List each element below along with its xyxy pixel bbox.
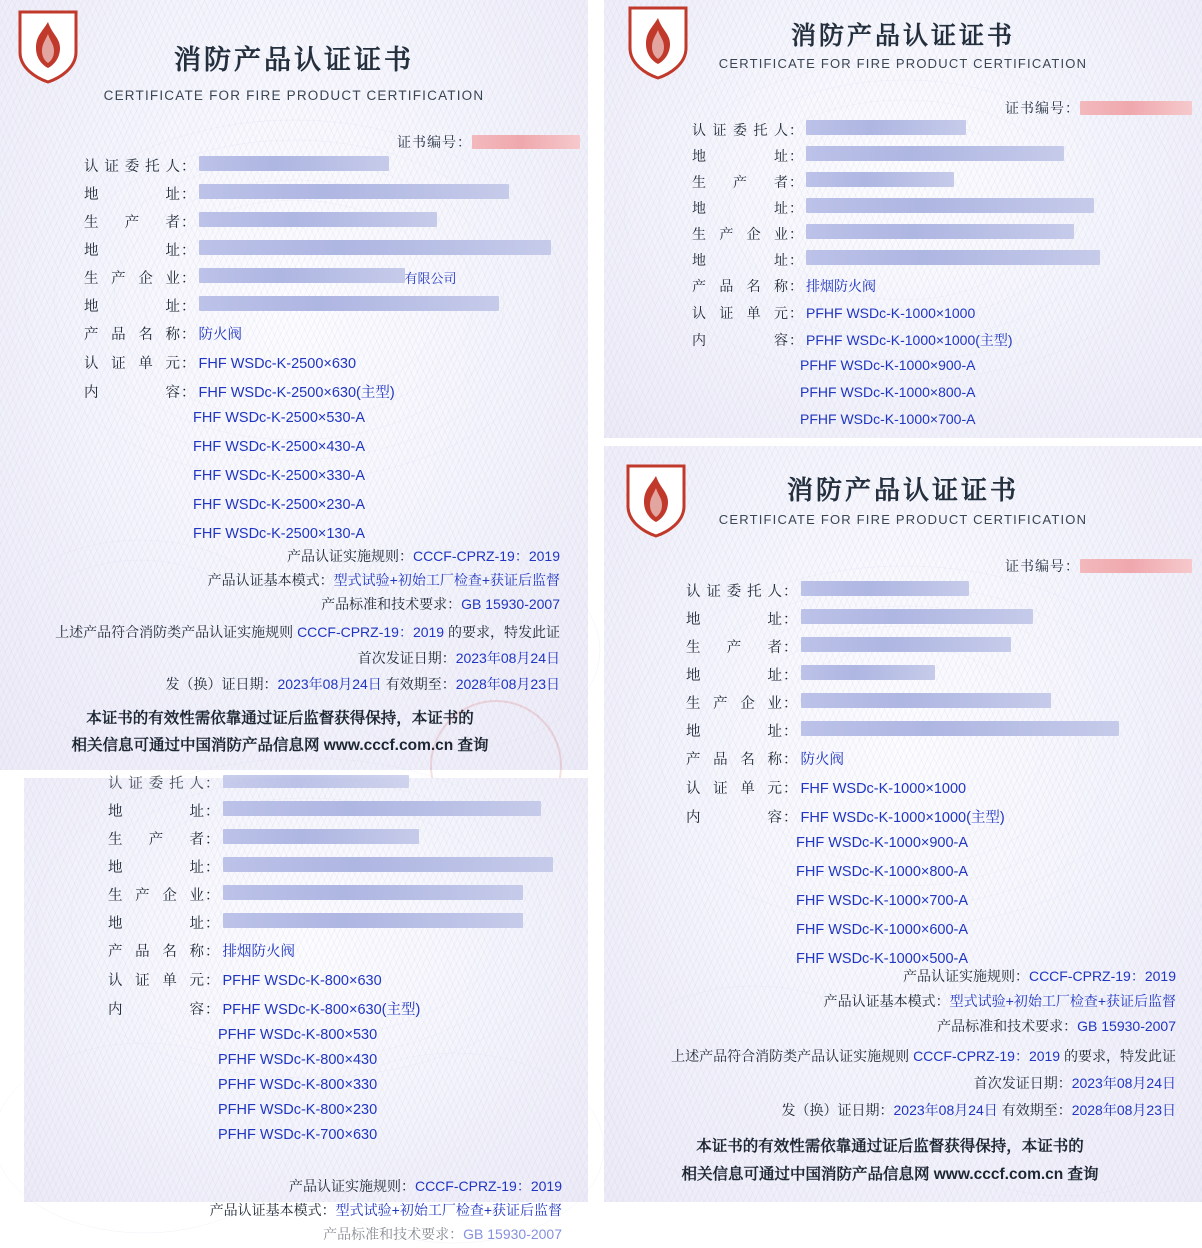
certificate-top-right [604,0,1202,438]
sub-model-item: FHF WSDc-K-1000×700-A [796,893,969,909]
field-colon: ： [205,776,220,792]
sub-model-item: PFHF WSDc-K-700×630 [218,1127,378,1143]
field-label: 内容 [686,810,782,826]
page-subtitle: CERTIFICATE FOR FIRE PRODUCT CERTIFICATION [718,56,1088,71]
field-label: 内容 [692,332,788,348]
field-row-cert-unit [686,777,1196,806]
field-row [686,636,1196,664]
field-value-redacted [806,198,1094,213]
footer-url[interactable]: www.cccf.com.cn [323,737,454,754]
field-value: 有限公司 [404,271,457,286]
field-colon: ： [783,612,798,628]
field-row [692,146,1192,172]
field-colon: ： [181,356,196,372]
rule-label: 产品认证实施规则 [902,968,1015,984]
field-row [692,198,1192,224]
issue-label: 发（换）证日期： [165,676,278,692]
field-row [84,211,584,239]
rule-label: 产品认证实施规则 [286,548,399,564]
issue-label: 发（换）证日期： [781,1102,894,1118]
field-colon: ： [783,752,798,768]
sub-model-item: PFHF WSDc-K-800×530 [218,1027,378,1043]
field-value: 防火阀 [800,752,844,768]
mode-label: 产品认证基本模式 [823,993,936,1009]
field-value: PFHF WSDc-K-1000×1000(主型) [806,332,1013,348]
standard-value: GB 15930-2007 [1077,1018,1176,1034]
sub-model-item: FHF WSDc-K-2500×530-A [193,410,366,426]
first-issue-label: 首次发证日期： [357,650,456,666]
field-row-cert-unit [108,969,588,998]
certificate-number-row [0,132,580,152]
field-row [84,155,584,183]
field-row [108,912,588,940]
field-row-contents [84,381,584,410]
field-row [108,884,588,912]
field-value-redacted [199,184,509,199]
page-subtitle: CERTIFICATE FOR FIRE PRODUCT CERTIFICATION [103,88,485,103]
field-colon: ： [789,200,803,216]
field-row [108,772,588,800]
page-subtitle: CERTIFICATE FOR FIRE PRODUCT CERTIFICATION [718,512,1088,527]
field-value-redacted [223,857,553,872]
rule-row: 产品认证实施规则：CCCF-CPRZ-19：2019 [288,1178,562,1194]
field-label: 认证单元 [108,973,204,989]
field-colon: ： [181,385,196,401]
field-row [84,239,584,267]
field-label: 生产者 [686,640,782,656]
field-value-redacted [801,637,1011,652]
certificate-number-value [1080,101,1192,115]
page-title: 消防产品认证证书 [790,23,1015,50]
sub-model-item: FHF WSDc-K-2500×430-A [193,439,366,455]
field-label: 内容 [84,385,180,401]
sub-model-item: FHF WSDc-K-1000×800-A [796,864,969,880]
field-row [686,580,1196,608]
certificate-number-label: 证书编号： [1005,100,1080,116]
field-row [108,800,588,828]
sub-model-item: PFHF WSDc-K-1000×700-A [800,411,976,427]
field-label: 生产企业 [84,271,180,287]
sub-model-item: FHF WSDc-K-1000×600-A [796,922,969,938]
field-value-redacted [801,665,935,680]
field-value-redacted [806,172,954,187]
field-value-redacted [199,268,405,283]
sub-model-item: FHF WSDc-K-2500×230-A [193,497,366,513]
rule-row: 产品认证实施规则：CCCF-CPRZ-19：2019 [902,968,1176,984]
field-value-redacted [223,913,523,928]
statement-rule: CCCF-CPRZ-19：2019 [913,1048,1061,1064]
field-label: 内容 [108,1002,204,1018]
first-issue-row [0,648,560,674]
footer-prefix: 相关信息可通过中国消防产品信息网 [71,737,324,754]
field-row [692,172,1192,198]
field-colon: ： [783,810,798,826]
field-label: 产品名称 [686,752,782,768]
field-label: 认证委托人 [692,122,788,138]
sub-model-item: FHF WSDc-K-2500×130-A [193,526,366,542]
mode-label: 产品认证基本模式 [209,1202,322,1218]
sub-model-item: PFHF WSDc-K-800×430 [218,1052,378,1068]
field-value: FHF WSDc-K-2500×630 [198,356,357,372]
mode-row: 产品认证基本模式：型式试验+初始工厂检查+获证后监督 [823,993,1176,1009]
field-colon: ： [181,299,196,315]
field-value: PFHF WSDc-K-800×630(主型) [222,1002,421,1018]
issue-value: 2023年08月24日 [277,676,382,692]
certificate-number-label: 证书编号： [397,134,472,150]
field-value-redacted [199,240,551,255]
statement-post: 的要求，特发此证 [1064,1048,1176,1064]
field-colon: ： [181,327,196,343]
field-label: 生产企业 [692,226,788,242]
rule-label: 产品认证实施规则 [288,1178,401,1194]
sub-model-item: FHF WSDc-K-1000×500-A [796,951,969,967]
field-row [108,856,588,884]
field-row [84,267,584,295]
statement-pre: 上述产品符合消防类产品认证实施规则 [55,624,294,640]
field-value: PFHF WSDc-K-1000×1000 [806,305,976,321]
footer-suffix: 查询 [453,737,489,754]
field-row-cert-unit [84,352,584,381]
certificate-number-value [472,135,580,149]
field-row [686,664,1196,692]
mode-label: 产品认证基本模式 [207,572,320,588]
field-label: 认证委托人 [108,776,204,792]
field-label: 地址 [686,668,782,684]
mode-value: 型式试验+初始工厂检查+获证后监督 [335,1202,562,1218]
footer-line-2 [604,1162,1176,1184]
field-colon: ： [783,781,798,797]
statement-rule: CCCF-CPRZ-19：2019 [297,624,445,640]
field-value-redacted [223,775,409,788]
field-row-product-name [686,748,1196,777]
first-issue-value: 2023年08月24日 [455,650,560,666]
field-label: 产品名称 [108,944,204,960]
field-row [84,295,584,323]
standard-value: GB 15930-2007 [461,596,560,612]
field-value-redacted [801,609,1033,624]
mode-value: 型式试验+初始工厂检查+获证后监督 [333,572,560,588]
field-row [692,224,1192,250]
footer-line-1: 本证书的有效性需依靠通过证后监督获得保持，本证书的 [696,1138,1084,1155]
field-colon: ： [181,187,196,203]
mode-row: 产品认证基本模式：型式试验+初始工厂检查+获证后监督 [209,1202,562,1218]
field-colon: ： [789,148,803,164]
mode-value: 型式试验+初始工厂检查+获证后监督 [949,993,1176,1009]
field-colon: ： [789,305,803,321]
page-title: 消防产品认证证书 [174,45,414,75]
valid-label: 有效期至： [385,676,456,692]
field-colon: ： [783,724,798,740]
statement-post: 的要求，特发此证 [448,624,560,640]
field-value-redacted [801,693,1051,708]
page-title: 消防产品认证证书 [786,476,1019,505]
field-row [686,692,1196,720]
statement-row [604,1041,1176,1073]
first-issue-label: 首次发证日期： [973,1075,1072,1091]
field-colon: ： [789,332,803,348]
field-value-redacted [223,801,541,816]
field-colon: ： [205,888,220,904]
standard-row: 产品标准和技术要求：GB 15930-2007 [937,1018,1176,1034]
standard-row: 产品标准和技术要求：GB 15930-2007 [321,596,560,612]
field-value: FHF WSDc-K-2500×630(主型) [198,385,395,401]
field-value-redacted [801,721,1119,736]
field-row-product-name [692,276,1192,303]
field-label: 地址 [686,612,782,628]
footer-line-1: 本证书的有效性需依靠通过证后监督获得保持，本证书的 [86,710,474,727]
field-label: 认证单元 [84,356,180,372]
issue-row [0,674,560,700]
field-label: 地址 [108,804,204,820]
certificate-bottom-right [604,446,1202,1202]
field-row [686,720,1196,748]
standard-row: 产品标准和技术要求：GB 15930-2007 [323,1226,562,1242]
certificate-number-row [604,556,1192,576]
sub-model-item: PFHF WSDc-K-800×330 [218,1077,378,1093]
field-label: 产品名称 [84,327,180,343]
field-label: 生产企业 [108,888,204,904]
field-colon: ： [181,159,196,175]
certificate-number-label: 证书编号： [1005,558,1080,574]
field-colon: ： [789,174,803,190]
field-row-cert-unit [692,303,1192,330]
field-colon: ： [205,832,220,848]
field-value-redacted [199,296,499,311]
field-row-product-name [108,940,588,969]
field-colon: ： [783,640,798,656]
statement-pre: 上述产品符合消防类产品认证实施规则 [671,1048,910,1064]
field-label: 地址 [108,916,204,932]
sub-model-item: FHF WSDc-K-1000×900-A [796,835,969,851]
field-colon: ： [789,278,803,294]
first-issue-row [604,1073,1176,1100]
field-colon: ： [789,252,803,268]
field-value: 排烟防火阀 [222,944,295,960]
sub-model-item: FHF WSDc-K-2500×330-A [193,468,366,484]
footer-prefix: 相关信息可通过中国消防产品信息网 [681,1166,934,1183]
field-value-redacted [806,146,1064,161]
certificate-bottom-left [24,776,588,1242]
field-colon: ： [783,668,798,684]
sub-model-item: PFHF WSDc-K-800×230 [218,1102,378,1118]
certificate-number-value [1080,559,1192,573]
statement-row [0,618,560,648]
rule-value: CCCF-CPRZ-19：2019 [414,1178,562,1194]
field-label: 地址 [84,299,180,315]
field-value-redacted [199,156,389,171]
field-label: 生产企业 [686,696,782,712]
field-colon: ： [205,916,220,932]
footer-url[interactable]: www.cccf.com.cn [933,1166,1064,1183]
field-colon: ： [783,696,798,712]
field-label: 认证单元 [686,781,782,797]
field-row [692,120,1192,146]
mode-row: 产品认证基本模式：型式试验+初始工厂检查+获证后监督 [207,572,560,588]
field-value: FHF WSDc-K-1000×1000 [800,781,967,797]
field-colon: ： [205,973,220,989]
valid-label: 有效期至： [1001,1102,1072,1118]
field-row [686,608,1196,636]
certificate-number-row [604,98,1192,118]
field-value: 排烟防火阀 [806,278,876,294]
field-label: 地址 [84,187,180,203]
field-label: 地址 [692,200,788,216]
issue-row [604,1100,1176,1127]
field-value-redacted [801,581,969,596]
field-row [108,828,588,856]
standard-label: 产品标准和技术要求 [323,1226,450,1242]
field-label: 产品名称 [692,278,788,294]
field-label: 认证委托人 [686,584,782,600]
field-label: 地址 [692,252,788,268]
standard-label: 产品标准和技术要求 [321,596,448,612]
field-value-redacted [806,250,1100,265]
field-value: PFHF WSDc-K-800×630 [222,973,382,989]
field-colon: ： [205,1002,220,1018]
rule-row: 产品认证实施规则：CCCF-CPRZ-19：2019 [286,548,560,564]
footer-suffix: 查询 [1063,1166,1099,1183]
field-colon: ： [205,860,220,876]
field-row-contents [108,998,588,1027]
field-row [84,183,584,211]
field-value-redacted [806,120,966,135]
standard-value: GB 15930-2007 [463,1226,562,1242]
field-value-redacted [223,829,419,844]
field-value-redacted [806,224,1074,239]
field-colon: ： [181,243,196,259]
valid-value: 2028年08月23日 [1071,1102,1176,1118]
field-row-product-name [84,323,584,352]
field-colon: ： [783,584,798,600]
field-label: 认证单元 [692,305,788,321]
field-colon: ： [789,122,803,138]
field-label: 地址 [692,148,788,164]
sub-model-item: PFHF WSDc-K-1000×900-A [800,357,976,373]
field-colon: ： [205,804,220,820]
field-row-contents [692,330,1192,357]
sub-model-item: PFHF WSDc-K-1000×800-A [800,384,976,400]
field-label: 生产者 [84,215,180,231]
first-issue-value: 2023年08月24日 [1071,1075,1176,1091]
field-colon: ： [181,215,196,231]
field-value-redacted [199,212,437,227]
field-label: 地址 [686,724,782,740]
field-label: 地址 [84,243,180,259]
field-label: 认证委托人 [84,159,180,175]
field-row-contents [686,806,1196,835]
rule-value: CCCF-CPRZ-19：2019 [1028,968,1176,984]
field-value: 防火阀 [198,327,242,343]
field-colon: ： [205,944,220,960]
certificate-top-left [0,0,588,770]
field-colon: ： [789,226,803,242]
standard-label: 产品标准和技术要求 [937,1018,1064,1034]
field-label: 生产者 [108,832,204,848]
issue-value: 2023年08月24日 [893,1102,998,1118]
field-label: 地址 [108,860,204,876]
field-row [692,250,1192,276]
field-value-redacted [223,885,523,900]
field-value: FHF WSDc-K-1000×1000(主型) [800,810,1005,826]
field-colon: ： [181,271,196,287]
valid-value: 2028年08月23日 [455,676,560,692]
rule-value: CCCF-CPRZ-19：2019 [412,548,560,564]
field-label: 生产者 [692,174,788,190]
